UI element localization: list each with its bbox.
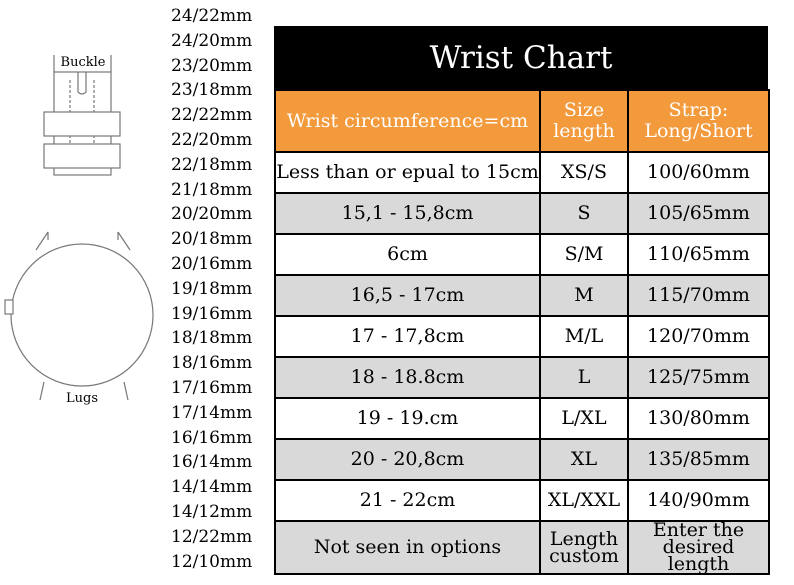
band-size-list <box>171 4 271 574</box>
cell-size: S/M <box>540 234 628 275</box>
cell-strap: 120/70mm <box>628 316 769 357</box>
cell-strap: 135/85mm <box>628 439 769 480</box>
table-row <box>275 152 769 193</box>
band-size-item: 12/10mm <box>171 551 253 572</box>
table-row <box>275 193 769 234</box>
cell-wrist: 18 - 18.8cm <box>275 357 540 398</box>
table-row-custom <box>275 521 769 574</box>
buckle-illustration <box>44 55 120 175</box>
table-row <box>275 275 769 316</box>
buckle-label: Buckle <box>60 55 106 70</box>
watch-strap-diagram <box>0 0 170 585</box>
band-size-item: 19/18mm <box>171 278 253 299</box>
header-strap <box>628 90 769 152</box>
cell-size: L <box>540 357 628 398</box>
band-size-item: 24/22mm <box>171 6 253 26</box>
cell-wrist: Less than or epual to 15cm <box>275 152 540 193</box>
header-strap-line1: Strap: <box>668 99 729 121</box>
cell-size: XL/XXL <box>540 480 628 521</box>
cell-wrist: Not seen in options <box>275 521 540 574</box>
band-size-item: 14/12mm <box>171 501 253 522</box>
band-size-item: 14/14mm <box>171 477 253 498</box>
cell-wrist: 16,5 - 17cm <box>275 275 540 316</box>
band-size-item: 17/14mm <box>171 402 253 423</box>
wrist-chart <box>274 26 768 575</box>
table-row <box>275 234 769 275</box>
cell-size-line2: custom <box>549 544 619 567</box>
table-row <box>275 316 769 357</box>
wrist-table <box>274 89 770 575</box>
cell-strap: 105/65mm <box>628 193 769 234</box>
cell-strap: 125/75mm <box>628 357 769 398</box>
cell-strap: 100/60mm <box>628 152 769 193</box>
band-size-item: 22/22mm <box>171 105 253 126</box>
cell-size: M/L <box>540 316 628 357</box>
cell-wrist: 21 - 22cm <box>275 480 540 521</box>
band-size-item: 24/20mm <box>171 30 253 51</box>
cell-strap: 110/65mm <box>628 234 769 275</box>
cell-wrist: 6cm <box>275 234 540 275</box>
cell-strap-line2: desired length <box>662 536 735 575</box>
band-size-item: 18/16mm <box>171 353 253 374</box>
cell-strap <box>628 521 769 574</box>
header-wrist: Wrist circumference=cm <box>275 90 540 152</box>
table-row <box>275 398 769 439</box>
cell-strap: 140/90mm <box>628 480 769 521</box>
cell-wrist: 19 - 19.cm <box>275 398 540 439</box>
band-size-item: 12/22mm <box>171 526 253 547</box>
cell-size: L/XL <box>540 398 628 439</box>
cell-wrist: 20 - 20,8cm <box>275 439 540 480</box>
watch-illustration <box>5 232 153 400</box>
header-size <box>540 90 628 152</box>
band-size-item: 20/20mm <box>171 204 253 225</box>
cell-strap: 115/70mm <box>628 275 769 316</box>
band-size-item: 22/20mm <box>171 129 253 150</box>
band-size-item: 22/18mm <box>171 154 253 175</box>
lugs-label: Lugs <box>66 391 98 406</box>
header-size-line2: length <box>553 120 615 142</box>
band-size-item: 21/18mm <box>171 179 253 200</box>
band-size-item: 16/16mm <box>171 427 253 448</box>
table-row <box>275 439 769 480</box>
cell-size-line1: Length <box>549 527 619 550</box>
band-size-item: 17/16mm <box>171 377 253 398</box>
cell-strap: 130/80mm <box>628 398 769 439</box>
chart-title: Wrist Chart <box>274 26 768 89</box>
band-size-item: 18/18mm <box>171 328 253 349</box>
cell-size: XL <box>540 439 628 480</box>
cell-strap-line1: Enter the <box>652 519 745 541</box>
band-size-item: 23/18mm <box>171 80 253 101</box>
header-strap-line2: Long/Short <box>644 120 753 142</box>
table-row <box>275 357 769 398</box>
cell-size <box>540 521 628 574</box>
band-size-item: 20/16mm <box>171 253 253 274</box>
band-size-item: 23/20mm <box>171 55 253 76</box>
cell-size: S <box>540 193 628 234</box>
header-size-line1: Size <box>563 99 605 121</box>
cell-size: XS/S <box>540 152 628 193</box>
table-header-row <box>275 90 769 152</box>
cell-wrist: 17 - 17,8cm <box>275 316 540 357</box>
band-size-item: 20/18mm <box>171 229 253 250</box>
band-size-item: 19/16mm <box>171 303 253 324</box>
cell-wrist: 15,1 - 15,8cm <box>275 193 540 234</box>
cell-size: M <box>540 275 628 316</box>
table-row <box>275 480 769 521</box>
band-size-item: 16/14mm <box>171 452 253 473</box>
